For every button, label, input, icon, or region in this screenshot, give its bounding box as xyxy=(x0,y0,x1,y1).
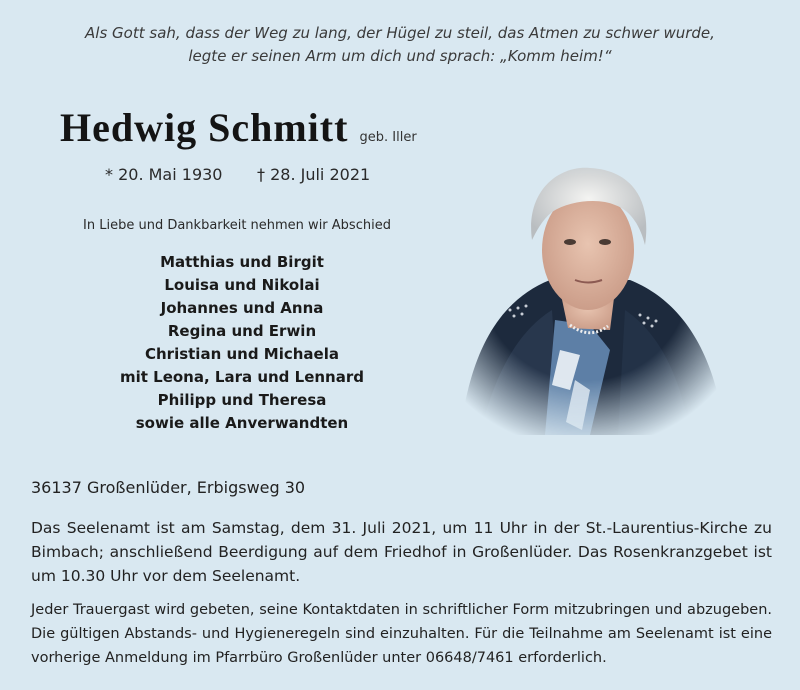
birth-name: geb. Iller xyxy=(359,130,417,145)
mourners-list xyxy=(0,251,484,435)
farewell-intro: In Liebe und Dankbarkeit nehmen wir Abschied xyxy=(83,218,391,233)
mourner-line: Louisa und Nikolai xyxy=(164,276,320,294)
deceased-name-row xyxy=(60,104,417,151)
attendance-notice: Jeder Trauergast wird gebeten, seine Kontaktdaten in schriftlicher Form mitzubringen und abzugeben. Die gültigen Abstands- und Hygieneregeln sind einzuhalten. Für die Teilnahme am Seelenamt ist eine vorherige Anmeldung im Pfarrbüro Großenlüder unter 06648/7461 erforderlich. xyxy=(31,602,772,666)
quote-line-2: legte er seinen Arm um dich und sprach: „Komm heim!“ xyxy=(188,47,612,65)
deceased-name: Hedwig Schmitt xyxy=(60,105,349,150)
portrait-photo xyxy=(440,150,730,435)
mourner-line: Christian und Michaela xyxy=(144,345,339,363)
mourner-line: mit Leona, Lara und Lennard xyxy=(119,368,364,386)
service-information: Das Seelenamt ist am Samstag, dem 31. Juli 2021, um 11 Uhr in der St.-Laurentius-Kirche zu Bimbach; anschließend Beerdigung auf dem Friedhof in Großenlüder. Das Rosenkranzgebet ist um 10.30 Uhr vor dem Seelenamt. xyxy=(31,519,772,585)
mourner-line: Regina und Erwin xyxy=(167,322,317,340)
family-address: 36137 Großenlüder, Erbigsweg 30 xyxy=(31,478,306,497)
birth-date: * 20. Mai 1930 xyxy=(105,165,223,184)
mourner-line: Philipp und Theresa xyxy=(157,391,327,409)
mourner-line: Matthias und Birgit xyxy=(160,253,324,271)
mourner-line: Johannes und Anna xyxy=(160,299,324,317)
quote-line-1: Als Gott sah, dass der Weg zu lang, der Hügel zu steil, das Atmen zu schwer wurde, xyxy=(85,24,715,42)
opening-quote xyxy=(0,22,800,68)
mourner-line: sowie alle Anverwandten xyxy=(135,414,349,432)
death-date: † 28. Juli 2021 xyxy=(257,165,371,184)
